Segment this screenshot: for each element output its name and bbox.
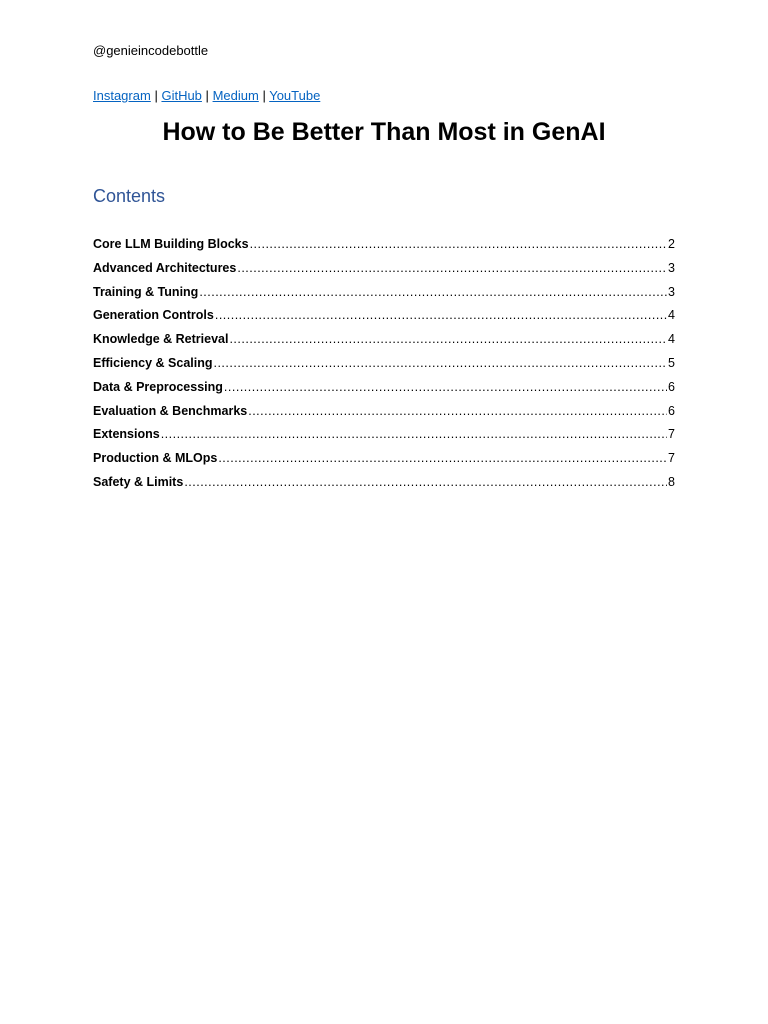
toc-entry-page: 3	[668, 260, 675, 275]
toc-entry-page: 7	[668, 451, 675, 466]
toc-leader-dots	[199, 283, 667, 301]
link-separator: |	[154, 88, 158, 103]
toc-entry-title: Efficiency & Scaling	[93, 355, 213, 370]
toc-entry-page: 4	[668, 332, 675, 347]
toc-entry-page: 3	[668, 284, 675, 299]
table-of-contents	[93, 235, 675, 497]
toc-entry-title: Data & Preprocessing	[93, 379, 223, 394]
toc-entry-title: Extensions	[93, 427, 160, 442]
toc-entry-data-preprocessing[interactable]	[93, 378, 675, 402]
toc-entry-title: Safety & Limits	[93, 474, 184, 489]
toc-entry-generation-controls[interactable]	[93, 306, 675, 330]
toc-entry-page: 4	[668, 308, 675, 323]
medium-link[interactable]: Medium	[212, 88, 259, 103]
toc-entry-title: Core LLM Building Blocks	[93, 237, 249, 251]
instagram-link[interactable]: Instagram	[93, 88, 151, 103]
toc-entry-title: Evaluation & Benchmarks	[93, 403, 248, 418]
toc-leader-dots	[248, 402, 667, 420]
toc-entry-page: 2	[668, 237, 675, 251]
toc-entry-page: 5	[668, 355, 675, 370]
toc-entry-efficiency-scaling[interactable]	[93, 354, 675, 378]
toc-entry-page: 6	[668, 379, 675, 394]
toc-heading: Contents	[93, 186, 166, 206]
toc-entry-training-tuning[interactable]	[93, 283, 675, 307]
author-handle: @genieincodebottle	[93, 43, 209, 58]
toc-entry-page: 7	[668, 427, 675, 442]
toc-entry-advanced-architectures[interactable]	[93, 259, 675, 283]
toc-entry-title: Generation Controls	[93, 308, 214, 323]
toc-leader-dots	[250, 235, 667, 253]
toc-entry-safety-limits[interactable]	[93, 473, 675, 497]
link-separator: |	[262, 88, 266, 103]
toc-entry-knowledge-retrieval[interactable]	[93, 330, 675, 354]
toc-entry-page: 6	[668, 403, 675, 418]
toc-entry-extensions[interactable]	[93, 425, 675, 449]
toc-leader-dots	[218, 449, 667, 467]
social-links	[93, 88, 320, 104]
toc-entry-title: Training & Tuning	[93, 284, 199, 299]
toc-entry-title: Advanced Architectures	[93, 260, 237, 275]
toc-leader-dots	[229, 330, 667, 348]
toc-leader-dots	[213, 354, 667, 372]
youtube-link[interactable]: YouTube	[269, 88, 321, 103]
toc-leader-dots	[224, 378, 667, 396]
link-separator: |	[205, 88, 209, 103]
toc-entry-title: Production & MLOps	[93, 451, 218, 466]
toc-entry-title: Knowledge & Retrieval	[93, 332, 229, 347]
toc-entry-production-mlops[interactable]	[93, 449, 675, 473]
toc-leader-dots	[215, 306, 667, 324]
document-title: How to Be Better Than Most in GenAI	[162, 118, 606, 146]
toc-leader-dots	[161, 425, 667, 443]
toc-leader-dots	[184, 473, 667, 491]
toc-leader-dots	[237, 259, 667, 277]
toc-entry-page: 8	[668, 474, 675, 489]
toc-entry-evaluation-benchmarks[interactable]	[93, 402, 675, 426]
github-link[interactable]: GitHub	[161, 88, 202, 103]
toc-entry-core-llm-building-blocks[interactable]	[93, 235, 675, 259]
